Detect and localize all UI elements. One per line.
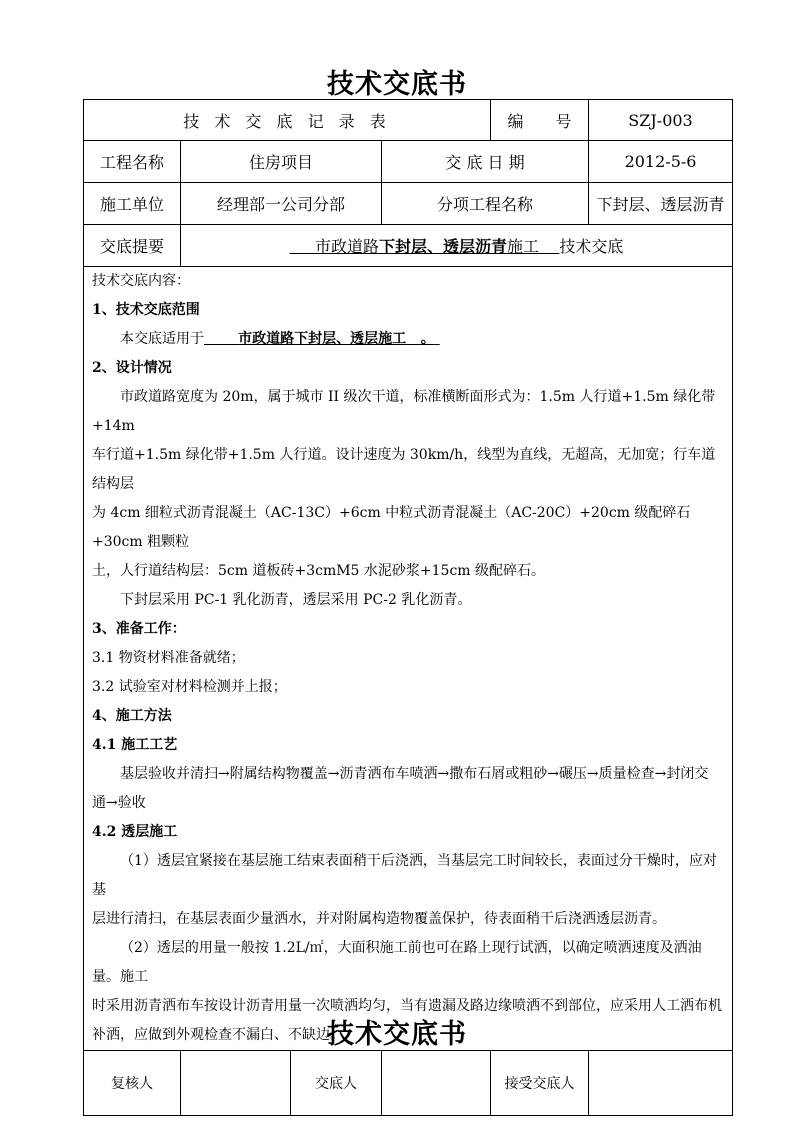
project-name-label: 工程名称 <box>84 141 181 183</box>
summary-label: 交底提要 <box>84 225 181 267</box>
record-table-label: 技 术 交 底 记 录 表 <box>84 100 491 141</box>
discloser-label: 交底人 <box>291 1051 382 1116</box>
section-4-2-para-1-line-1: （1）透层宜紧接在基层施工结束表面稍干后浇洒，当基层完工时间较长，表面过分干燥时，应对基 <box>92 853 717 898</box>
section-4-2-para-1-line-2: 层进行清扫，在基层表面少量洒水，并对附属构造物覆盖保护，待表面稍干后浇洒透层沥青。 <box>92 911 666 927</box>
content-intro: 技术交底内容： <box>92 273 190 289</box>
number-label: 编 号 <box>491 100 589 141</box>
section-3-item-1: 3.1 物资材料准备就绪； <box>92 650 245 666</box>
section-4-2-title: 4.2 透层施工 <box>92 824 178 840</box>
section-3-title: 3、准备工作： <box>92 621 186 637</box>
section-2-line-3: 为 4cm 细粒式沥青混凝土（AC-13C）+6cm 中粒式沥青混凝土（AC-20C）+20cm 级配碎石+30cm 粗颗粒 <box>92 505 691 550</box>
construction-unit-value: 经理部一公司分部 <box>181 183 382 225</box>
project-name-value: 住房项目 <box>181 141 382 183</box>
section-4-2-para-2-line-1: （2）透层的用量一般按 1.2L/㎡，大面积施工前也可在路上现行试洒，以确定喷洒速度及洒油量。施工 <box>92 940 702 985</box>
sub-project-value: 下封层、透层沥青 <box>589 183 733 225</box>
receiver-signature-field[interactable] <box>589 1051 733 1116</box>
section-3-item-2: 3.2 试验室对材料检测并上报； <box>92 679 287 695</box>
date-value: 2012-5-6 <box>589 141 733 183</box>
disclosure-record-table <box>83 99 733 1116</box>
section-1-text: 本交底适用于 市政道路下封层、透层施工 。 <box>120 331 435 347</box>
reviewer-signature-field[interactable] <box>181 1051 291 1116</box>
section-4-1-title: 4.1 施工工艺 <box>92 737 178 753</box>
date-label: 交 底 日 期 <box>382 141 589 183</box>
section-4-title: 4、施工方法 <box>92 708 172 724</box>
section-2-para-2: 下封层采用 PC-1 乳化沥青，透层采用 PC-2 乳化沥青。 <box>120 592 472 608</box>
receiver-label: 接受交底人 <box>491 1051 589 1116</box>
section-2-line-1: 市政道路宽度为 20m，属于城市 II 级次干道，标准横断面形式为：1.5m 人行道+1.5m 绿化带+14m <box>92 389 716 434</box>
section-2-line-2: 车行道+1.5m 绿化带+1.5m 人行道。设计速度为 30km/h，线型为直线，无超高，无加宽；行车道结构层 <box>92 447 716 492</box>
number-value: SZJ-003 <box>589 100 733 141</box>
section-4-2-para-2-line-3: 补洒，应做到外观检查不漏白、不缺边。 <box>92 1027 344 1043</box>
disclosure-content <box>84 267 733 1051</box>
sub-project-label: 分项工程名称 <box>382 183 589 225</box>
summary-underlined: 市政道路下封层、透层沥青施工 <box>315 237 540 256</box>
discloser-signature-field[interactable] <box>382 1051 491 1116</box>
construction-unit-label: 施工单位 <box>84 183 181 225</box>
section-2-title: 2、设计情况 <box>92 360 172 376</box>
section-4-1-line-2: 通→验收 <box>92 795 146 811</box>
next-page-title: 技术交底书 <box>327 1019 467 1050</box>
section-4-1-line-1: 基层验收并清扫→附属结构物覆盖→沥青洒布车喷洒→撒布石屑或粗砂→碾压→质量检查→封闭交 <box>120 766 709 782</box>
section-4-2-para-2-line-2: 时采用沥青洒布车按设计沥青用量一次喷洒均匀，当有遗漏及路边缘喷洒不到部位，应采用人工洒布机 <box>92 998 722 1014</box>
document-title: 技术交底书 <box>327 69 467 100</box>
section-1-title: 1、技术交底范围 <box>92 302 200 318</box>
reviewer-label: 复核人 <box>84 1051 181 1116</box>
summary-value: 市政道路下封层、透层沥青施工 技术交底 <box>181 225 733 267</box>
section-2-line-4: 土，人行道结构层：5cm 道板砖+3cmM5 水泥砂浆+15cm 级配碎石。 <box>92 563 546 579</box>
